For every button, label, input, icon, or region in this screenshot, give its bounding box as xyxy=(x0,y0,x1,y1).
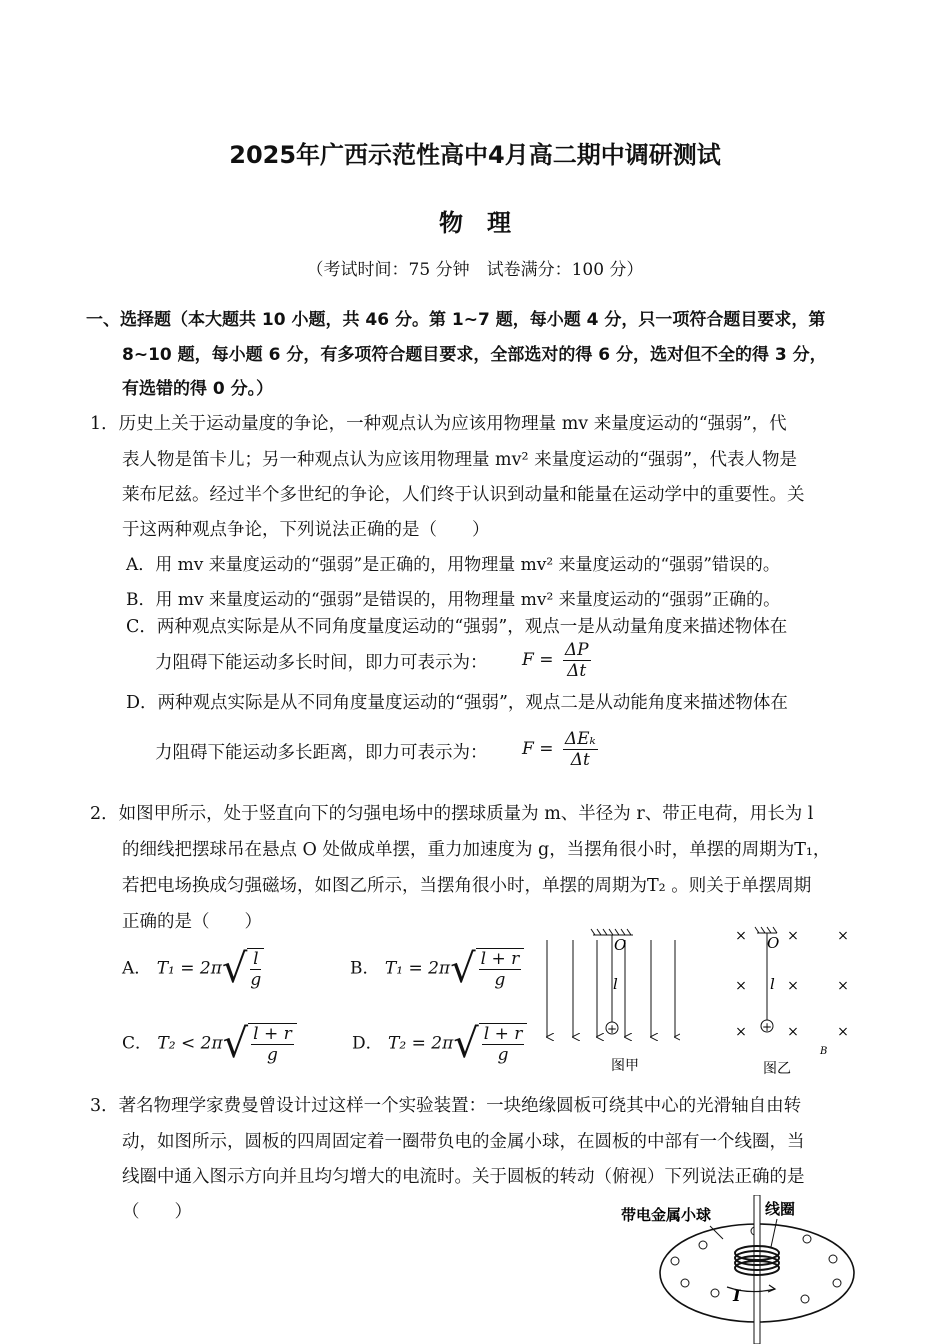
label-coil: 线圈 xyxy=(765,1200,796,1218)
formula-denominator: g xyxy=(497,1045,509,1065)
formula-numerator: l + r xyxy=(253,1024,292,1044)
q2-option-c xyxy=(122,1023,297,1065)
formula-denominator: g xyxy=(494,970,506,990)
pivot-label: O xyxy=(767,934,780,952)
section1-line2: 8~10 题，每小题 6 分，有多项符合题目要求，全部选对的得 6 分，选对但不全的得 3 分， xyxy=(122,345,827,365)
sqrt-icon: √ xyxy=(450,946,476,992)
sqrt-content xyxy=(247,948,264,990)
subject-title: 物 理 xyxy=(439,209,511,237)
exam-info: （考试时间：75 分钟 试卷满分：100 分） xyxy=(306,260,644,280)
svg-text:×: × xyxy=(837,928,849,944)
q1-line1: 1．历史上关于运动量度的争论，一种观点认为应该用物理量 mv 来量度运动的“强弱”，代 xyxy=(90,414,787,434)
q2-line3: 若把电场换成匀强磁场，如图乙所示，当摆角很小时，单摆的周期为T₂ 。则关于单摆周期 xyxy=(122,876,812,896)
formula-numerator: l xyxy=(250,949,261,970)
formula-lhs: T₁ = 2π xyxy=(156,958,222,979)
formula-lhs: F = xyxy=(522,650,554,670)
q3-line4: （ ） xyxy=(122,1202,192,1222)
q1-option-a: A．用 mv 来量度运动的“强弱”是正确的，用物理量 mv² 来量度运动的“强弱”错误的。 xyxy=(126,555,780,575)
formula-denominator: Δt xyxy=(570,750,590,770)
arrow-head-icon xyxy=(768,1285,775,1292)
q1-option-c-line1: C．两种观点实际是从不同角度量度运动的“强弱”，观点一是从动量角度来描述物体在 xyxy=(126,617,788,637)
figure-disk xyxy=(615,1195,865,1344)
q2-option-b xyxy=(350,948,524,990)
exam-title: 2025年广西示范性高中4月高二期中调研测试 xyxy=(229,141,721,169)
charge-sign: + xyxy=(606,1022,618,1036)
formula-lhs: T₂ < 2π xyxy=(157,1033,223,1054)
label-charged-balls: 带电金属小球 xyxy=(621,1206,712,1224)
q2-line1: 2．如图甲所示，处于竖直向下的匀强电场中的摆球质量为 m、半径为 r、带正电荷，用长为 l xyxy=(90,804,814,824)
formula-numerator: ΔEₖ xyxy=(564,729,596,749)
q1-line4: 于这两种观点争论，下列说法正确的是（ ） xyxy=(122,520,490,540)
q1-line2: 表人物是笛卡儿；另一种观点认为应该用物理量 mv² 来量度运动的“强弱”，代表人物是 xyxy=(122,450,798,470)
q2-line2: 的细线把摆球吊在悬点 O 处做成单摆，重力加速度为 g，当摆角很小时，单摆的周期为T₁， xyxy=(122,840,831,860)
svg-text:×: × xyxy=(787,928,799,944)
formula-fraction xyxy=(563,729,598,770)
length-label: l xyxy=(770,975,775,993)
q1-line3: 莱布尼兹。经过半个多世纪的争论，人们终于认识到动量和能量在运动学中的重要性。关 xyxy=(122,485,805,505)
svg-text:×: × xyxy=(735,1024,747,1040)
pivot-label: O xyxy=(614,936,627,954)
svg-text:×: × xyxy=(837,1024,849,1040)
option-label: C． xyxy=(122,1033,153,1054)
q1-option-d-line2: 力阻碍下能运动多长距离，即力可表示为： xyxy=(155,743,488,763)
q2-option-d xyxy=(352,1023,527,1065)
field-label: B xyxy=(820,1046,828,1057)
figure-caption: 图乙 xyxy=(763,1061,791,1077)
formula-denominator: Δt xyxy=(567,661,587,681)
formula-numerator: l + r xyxy=(483,1024,523,1044)
sqrt-icon: √ xyxy=(222,1021,249,1067)
q1-option-d-formula xyxy=(522,729,598,770)
q1-option-c-formula xyxy=(522,640,591,681)
formula-lhs: T₁ = 2π xyxy=(384,958,451,979)
figure-caption: 图甲 xyxy=(611,1058,639,1074)
q1-option-d-line1: D．两种观点实际是从不同角度量度运动的“强弱”，观点二是从动能角度来描述物体在 xyxy=(126,693,788,713)
formula-numerator: l + r xyxy=(480,949,520,969)
ceiling-icon xyxy=(591,929,633,935)
svg-text:×: × xyxy=(787,1024,799,1040)
formula-denominator: g xyxy=(250,970,262,990)
figure-jia xyxy=(535,925,680,1085)
option-label: A． xyxy=(122,958,152,979)
formula-lhs: T₂ = 2π xyxy=(388,1033,454,1054)
section1-line1: 一、选择题（本大题共 10 小题，共 46 分。第 1~7 题，每小题 4 分，只一项符合题目要求，第 xyxy=(86,310,826,330)
sqrt-content xyxy=(248,1023,297,1065)
magnetic-field-crosses xyxy=(735,928,849,1040)
formula-denominator: g xyxy=(266,1045,278,1065)
q3-line3: 线圈中通入图示方向并且均匀增大的电流时。关于圆板的转动（俯视）下列说法正确的是 xyxy=(122,1167,805,1187)
ceiling-icon xyxy=(755,927,777,933)
option-label: D． xyxy=(352,1033,383,1054)
coil-icon xyxy=(735,1246,779,1275)
q2-line4: 正确的是（ ） xyxy=(122,912,262,932)
svg-text:×: × xyxy=(787,978,799,994)
sqrt-icon: √ xyxy=(453,1021,479,1067)
sqrt-icon: √ xyxy=(221,946,248,992)
q2-option-a xyxy=(122,948,264,990)
svg-text:×: × xyxy=(735,928,747,944)
pointer-line xyxy=(771,1219,777,1247)
formula-numerator: ΔP xyxy=(564,640,589,660)
q3-line2: 动，如图所示，圆板的四周固定着一圈带负电的金属小球，在圆板的中部有一个线圈，当 xyxy=(122,1132,805,1152)
current-label: I xyxy=(733,1286,741,1305)
length-label: l xyxy=(613,975,618,993)
formula-lhs: F = xyxy=(522,739,554,759)
option-label: B． xyxy=(350,958,380,979)
sqrt-content xyxy=(476,948,525,990)
svg-text:×: × xyxy=(735,978,747,994)
q1-option-c-line2: 力阻碍下能运动多长时间，即力可表示为： xyxy=(155,653,488,673)
q1-option-b: B．用 mv 来量度运动的“强弱”是错误的，用物理量 mv² 来量度运动的“强弱”正确的。 xyxy=(126,590,781,610)
figure-yi xyxy=(725,925,865,1085)
section1-line3: 有选错的得 0 分。） xyxy=(122,379,274,399)
formula-fraction xyxy=(563,640,591,681)
charge-sign: + xyxy=(761,1020,773,1034)
q3-line1: 3．著名物理学家费曼曾设计过这样一个实验装置：一块绝缘圆板可绕其中心的光滑轴自由转 xyxy=(90,1096,802,1116)
svg-text:×: × xyxy=(837,978,849,994)
sqrt-content xyxy=(479,1023,528,1065)
